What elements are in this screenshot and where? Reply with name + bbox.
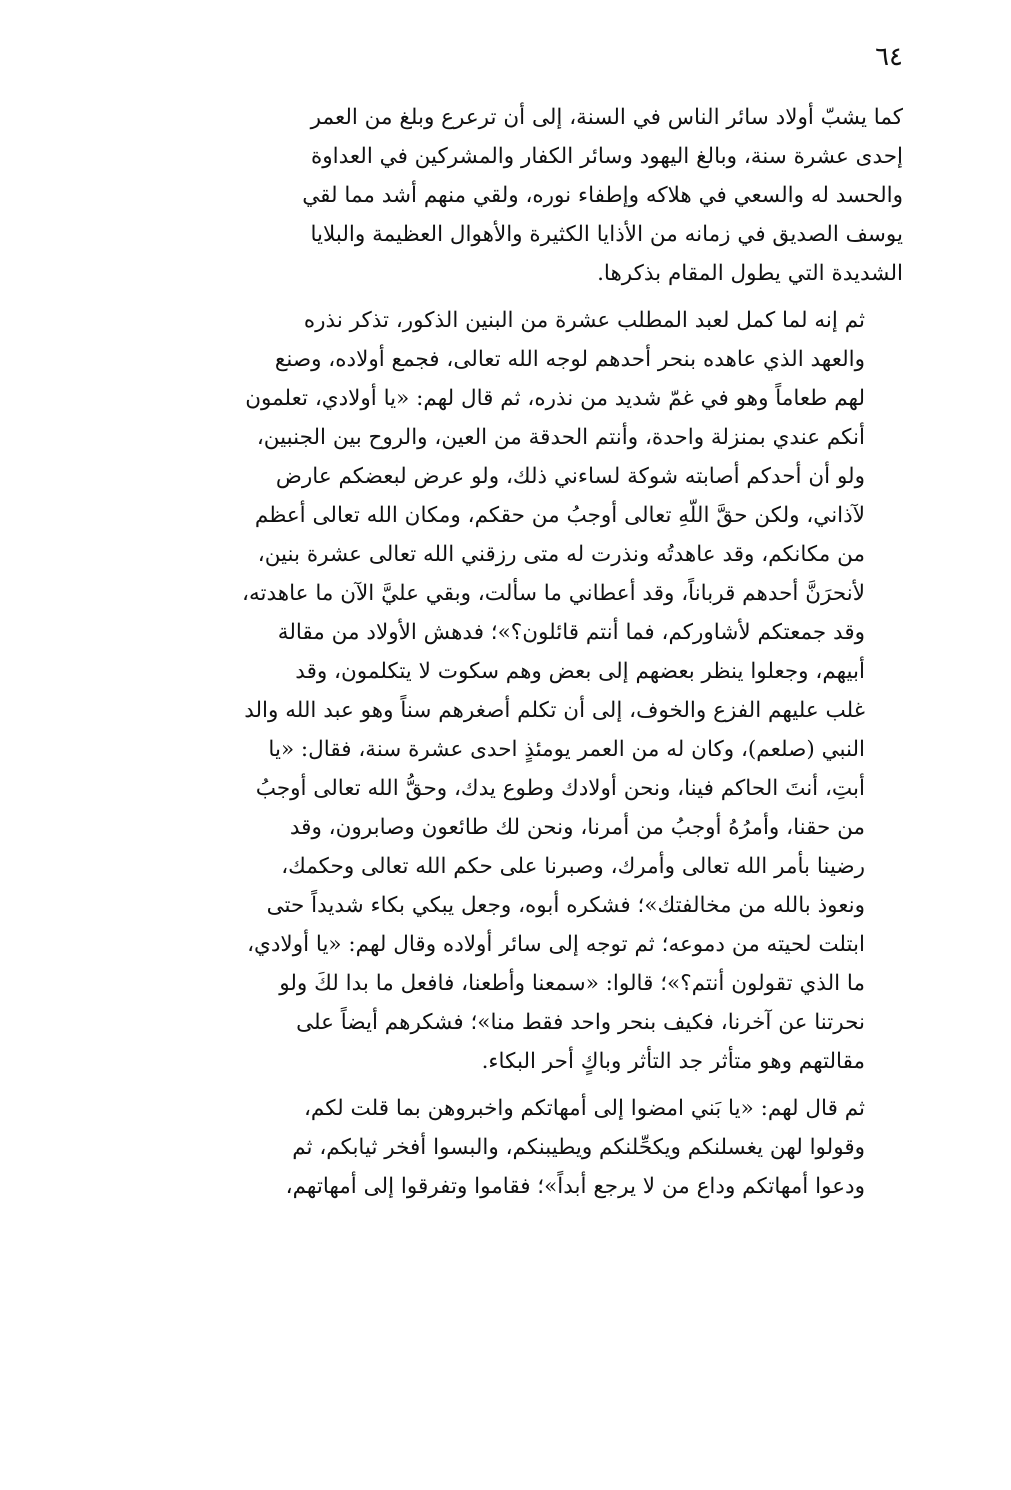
text-line: ابتلت لحيته من دموعه؛ ثم توجه إلى سائر أولاده وقال لهم: «يا أولادي، xyxy=(247,932,865,957)
text-line: كما يشبّ أولاد سائر الناس في السنة، إلى أن ترعرع وبلغ من العمر xyxy=(310,105,903,130)
text-line: من حقنا، وأمرُهُ أوجبُ من أمرنا، ونحن لك طائعون وصابرون، وقد xyxy=(289,815,865,840)
text-line: الشديدة التي يطول المقام بذكرها. xyxy=(597,261,903,286)
text-line: النبي (صلعم)، وكان له من العمر يومئذٍ احدى عشرة سنة، فقال: «يا xyxy=(268,737,865,762)
text-line: لآذاني، ولكن حقَّ اللّهِ تعالى أوجبُ من حقكم، ومكان الله تعالى أعظم xyxy=(254,503,865,528)
text-line: أنكم عندي بمنزلة واحدة، وأنتم الحدقة من العين، والروح بين الجنبين، xyxy=(256,425,865,450)
paragraph-2 xyxy=(105,301,903,1081)
text-line: ودعوا أمهاتكم وداع من لا يرجع أبداً»؛ فقاموا وتفرقوا إلى أمهاتهم، xyxy=(285,1174,865,1199)
page-number: ٦٤ xyxy=(875,42,903,72)
paragraph-3 xyxy=(105,1089,903,1206)
text-line: ما الذي تقولون أنتم؟»؛ قالوا: «سمعنا وأطعنا، فافعل ما بدا لكَ ولو xyxy=(279,971,865,996)
text-line: أبتِ، أنتَ الحاكم فينا، ونحن أولادك وطوع يدك، وحقُّ الله تعالى أوجبُ xyxy=(255,776,865,801)
text-line: من مكانكم، وقد عاهدتُه ونذرت له متى رزقني الله تعالى عشرة بنين، xyxy=(257,542,865,567)
text-line: مقالتهم وهو متأثر جد التأثر وباكٍ أحر البكاء. xyxy=(481,1049,865,1074)
text-line: لأنحرَنَّ أحدهم قرباناً، وقد أعطاني ما سألت، وبقي عليَّ الآن ما عاهدته، xyxy=(242,581,865,606)
body-text xyxy=(105,98,903,1214)
text-line: والعهد الذي عاهده بنحر أحدهم لوجه الله تعالى، فجمع أولاده، وصنع xyxy=(274,347,865,372)
text-line: إحدى عشرة سنة، وبالغ اليهود وسائر الكفار والمشركين في العداوة xyxy=(311,144,903,169)
text-line: ثم إنه لما كمل لعبد المطلب عشرة من البنين الذكور، تذكر نذره xyxy=(303,308,865,333)
text-line: نحرتنا عن آخرنا، فكيف بنحر واحد فقط منا»؛ فشكرهم أيضاً على xyxy=(296,1010,865,1035)
text-line: أبيهم، وجعلوا ينظر بعضهم إلى بعض وهم سكوت لا يتكلمون، وقد xyxy=(295,659,865,684)
text-line: وقولوا لهن يغسلنكم ويكحِّلنكم ويطيبنكم، والبسوا أفخر ثيابكم، ثم xyxy=(292,1135,865,1160)
text-line: ثم قال لهم: «يا بَني امضوا إلى أمهاتكم واخبروهن بما قلت لكم، xyxy=(303,1096,865,1121)
paragraph-1 xyxy=(105,98,903,293)
text-line: ولو أن أحدكم أصابته شوكة لساءني ذلك، ولو عرض لبعضكم عارض xyxy=(275,464,865,489)
text-line: رضينا بأمر الله تعالى وأمرك، وصبرنا على حكم الله تعالى وحكمك، xyxy=(281,854,865,879)
text-line: لهم طعاماً وهو في غمّ شديد من نذره، ثم قال لهم: «يا أولادي، تعلمون xyxy=(245,386,865,411)
text-line: غلب عليهم الفزع والخوف، إلى أن تكلم أصغرهم سناً وهو عبد الله والد xyxy=(244,698,865,723)
text-line: يوسف الصديق في زمانه من الأذايا الكثيرة والأهوال العظيمة والبلايا xyxy=(310,222,903,247)
text-line: ونعوذ بالله من مخالفتك»؛ فشكره أبوه، وجعل يبكي بكاء شديداً حتى xyxy=(266,893,865,918)
text-line: وقد جمعتكم لأشاوركم، فما أنتم قائلون؟»؛ فدهش الأولاد من مقالة xyxy=(277,620,865,645)
text-line: والحسد له والسعي في هلاكه وإطفاء نوره، ولقي منهم أشد مما لقي xyxy=(302,183,903,208)
